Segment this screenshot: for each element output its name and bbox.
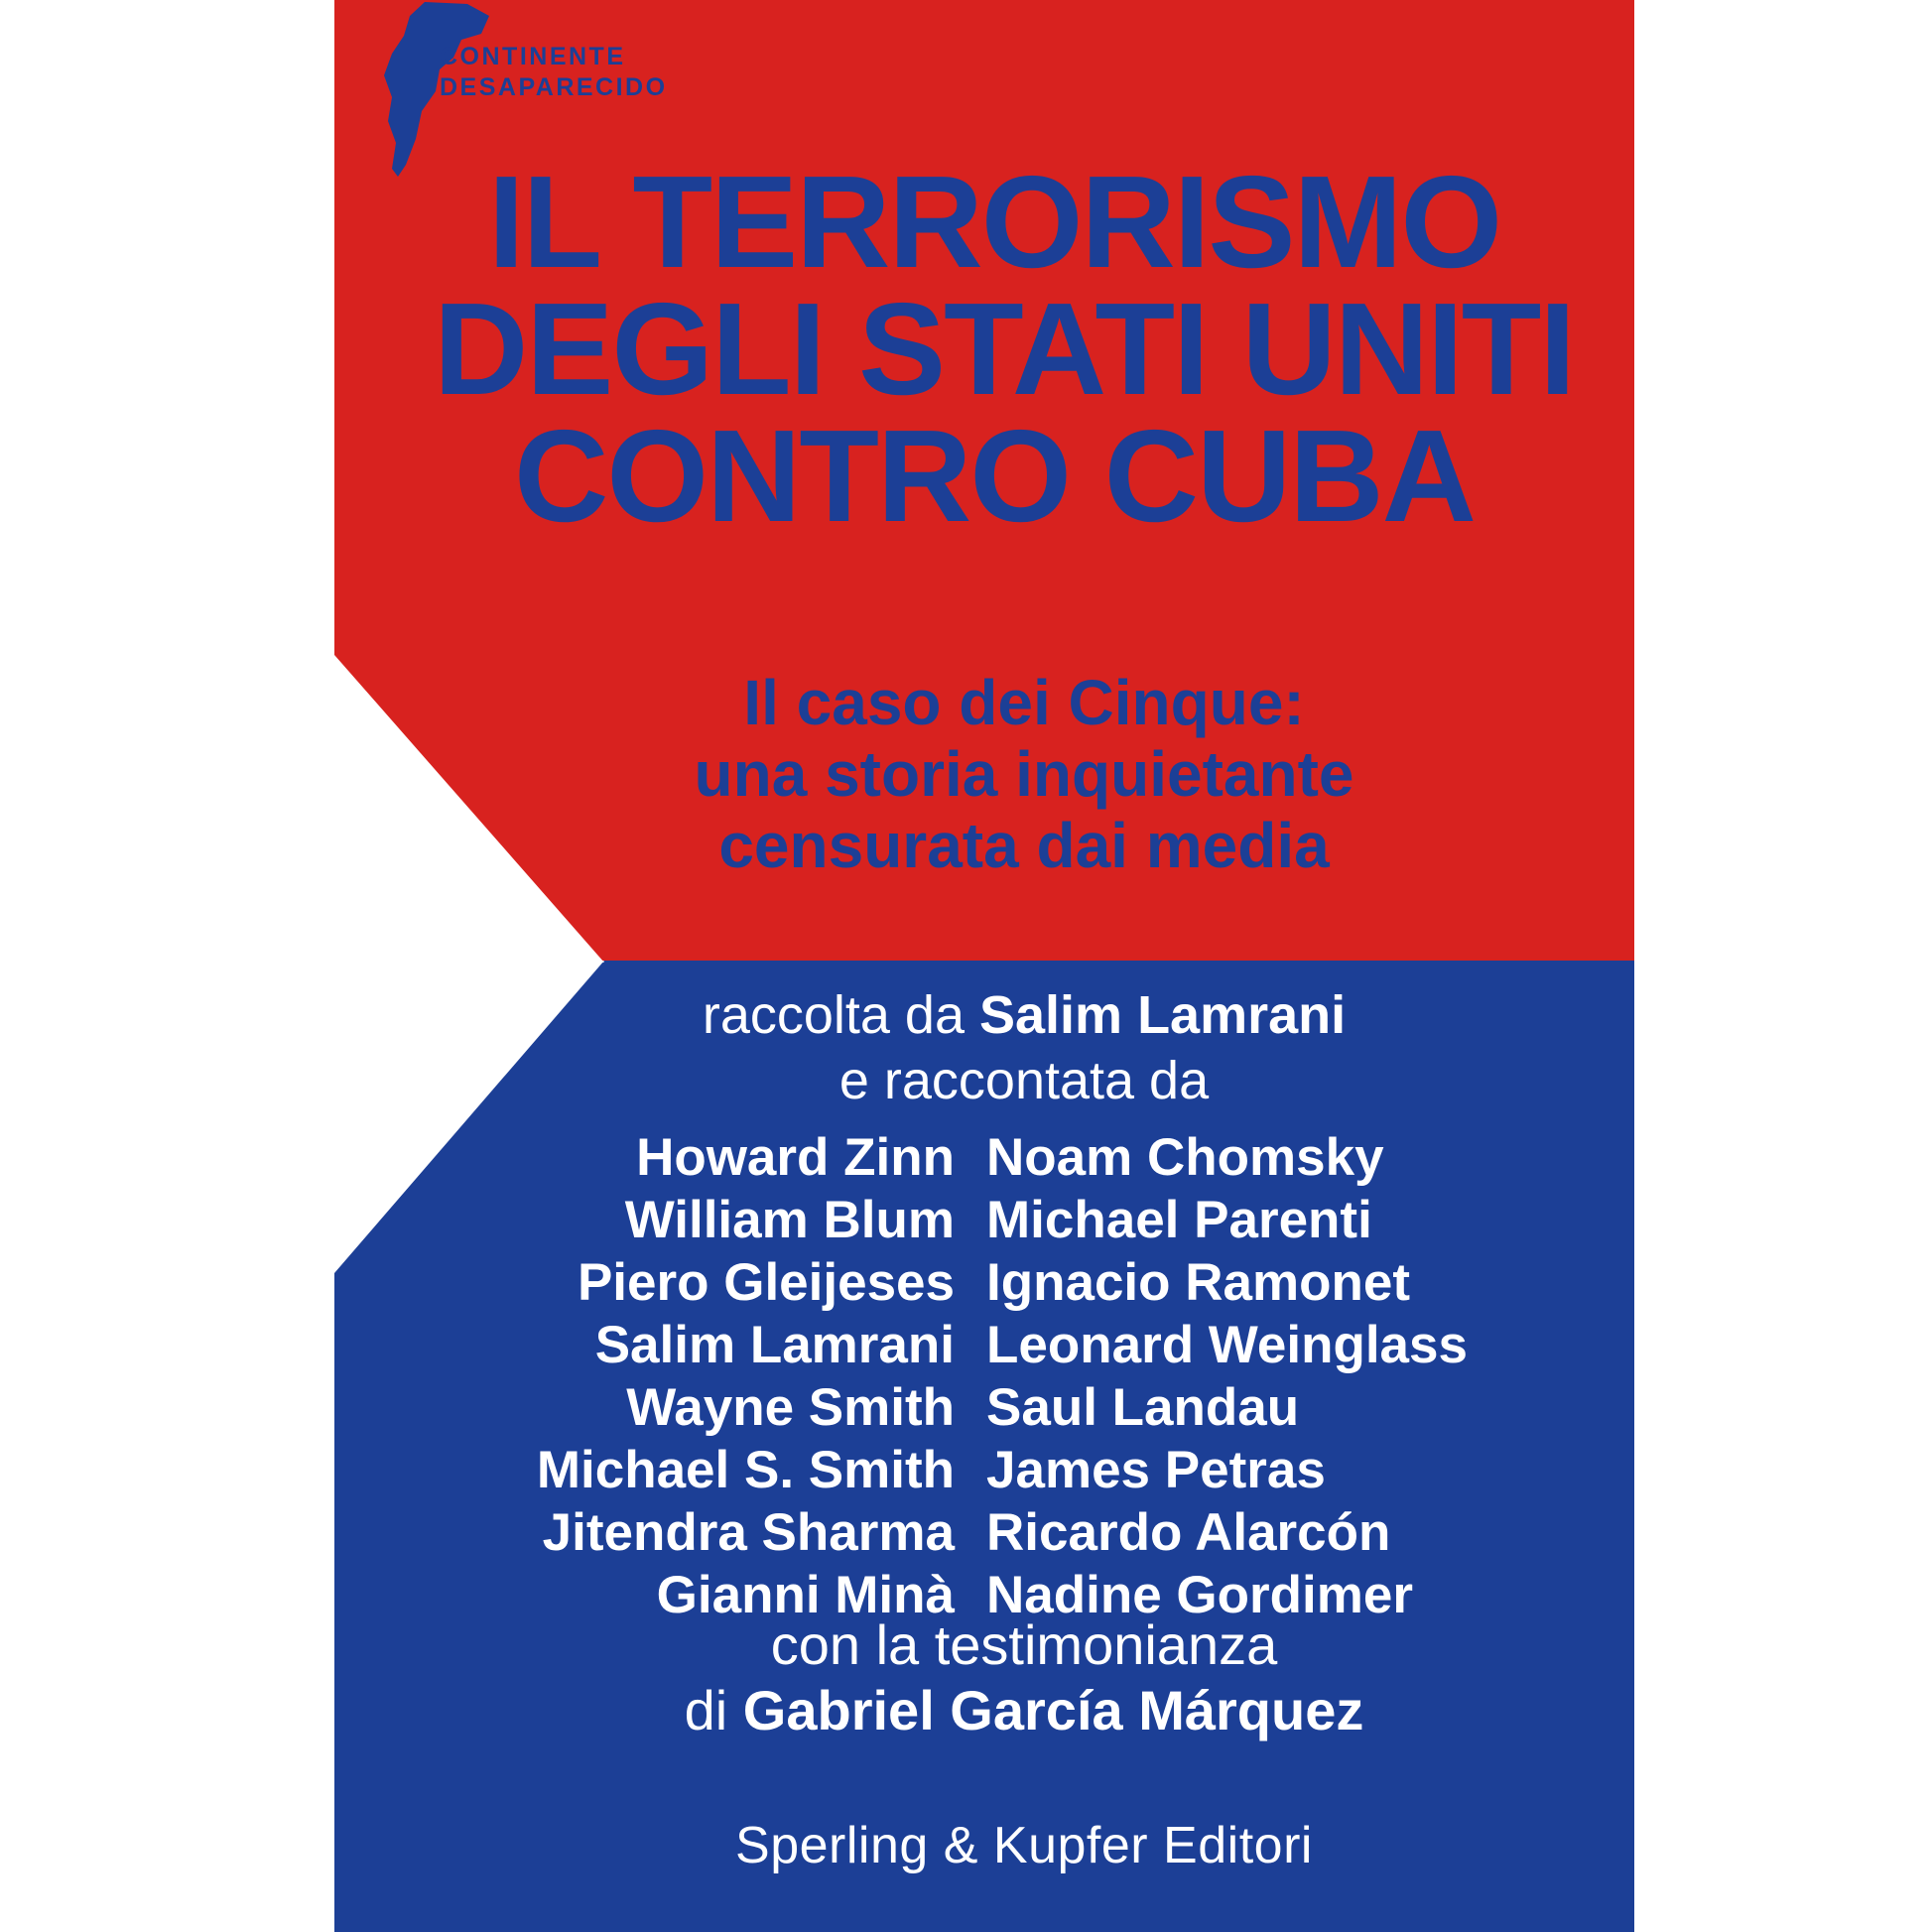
subtitle-line-1: Il caso dei Cinque: [743,667,1305,738]
contributor-name: Piero Gleijeses [577,1253,955,1312]
contributor-name: Jitendra Sharma [542,1503,955,1562]
collected-by-line [483,982,1565,1048]
testimony-author: Gabriel García Márquez [742,1679,1364,1741]
curator-name: Salim Lamrani [979,985,1347,1045]
subtitle-line-3: censurata dai media [718,810,1330,881]
contributor-name: Saul Landau [986,1378,1300,1437]
title-line-1: IL TERRORISMO [487,149,1501,295]
contributor-name: Michael Parenti [986,1191,1372,1249]
contributor-list [483,1126,1555,1626]
contributor-name: Michael S. Smith [536,1441,955,1499]
imprint-text [440,42,688,103]
contributor-row [483,1501,1555,1564]
contributor-name: Noam Chomsky [986,1128,1384,1187]
contributor-name: Salim Lamrani [594,1316,955,1374]
contributor-row [483,1251,1555,1314]
contributor-row [483,1376,1555,1439]
told-by-line: e raccontata da [838,1051,1210,1110]
imprint-line-2: DESAPARECIDO [440,73,668,101]
contributor-name: Ignacio Ramonet [986,1253,1411,1312]
book-subtitle [483,667,1565,881]
testimony-line-1: con la testimonianza [770,1613,1278,1676]
imprint-line-1: CONTINENTE [440,43,626,70]
contributor-name: Howard Zinn [636,1128,955,1187]
title-line-3: CONTRO CUBA [514,403,1475,549]
testimony-line-2 [483,1678,1565,1743]
book-cover [334,0,1634,1932]
collected-by-prefix: raccolta da [702,985,979,1045]
contributor-row [483,1314,1555,1376]
title-line-2: DEGLI STATI UNITI [434,276,1575,422]
contributor-row [483,1189,1555,1251]
contributor-name: Gianni Minà [656,1566,955,1624]
contributor-name: Nadine Gordimer [986,1566,1413,1624]
contributor-row [483,1439,1555,1501]
contributor-row [483,1126,1555,1189]
testimony-block [483,1612,1565,1743]
publisher-name: Sperling & Kupfer Editori [735,1817,1313,1874]
contributor-name: Ricardo Alarcón [986,1503,1391,1562]
contributor-name: Wayne Smith [626,1378,955,1437]
contributor-name: Leonard Weinglass [986,1316,1468,1374]
contributor-name: James Petras [986,1441,1326,1499]
contributor-name: William Blum [624,1191,955,1249]
testimony-prefix: di [684,1679,743,1741]
book-title [434,149,1575,549]
curator-credits [483,982,1565,1113]
subtitle-line-2: una storia inquietante [694,738,1354,810]
